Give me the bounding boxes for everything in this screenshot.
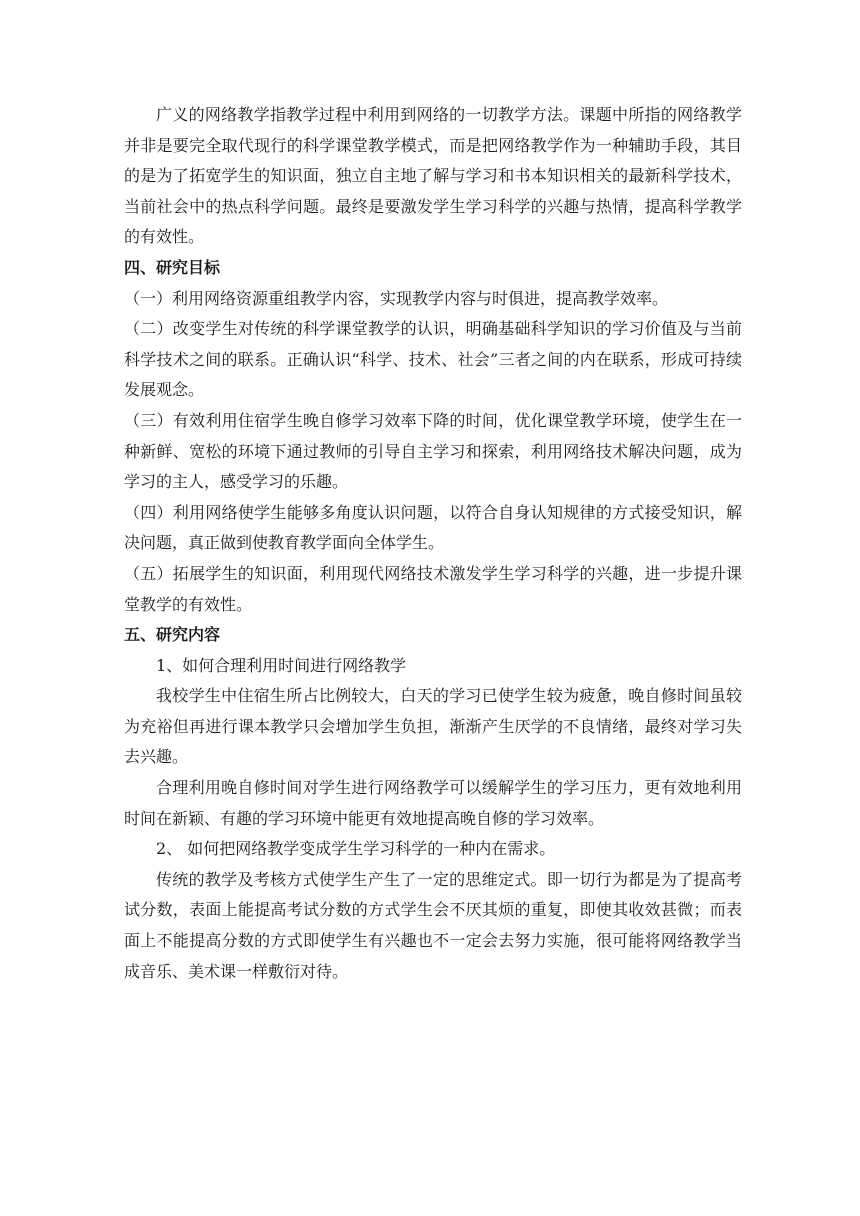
subsection-1-paragraph-2: 合理利用晚自修时间对学生进行网络教学可以缓解学生的学习压力，更有效地利用时间在新颖、有趣的学习环境中能更有效地提高晚自修的学习效率。 xyxy=(124,778,742,828)
subsection-1-paragraph-1: 我校学生中住宿生所占比例较大，白天的学习已使学生较为疲惫，晚自修时间虽较为充裕但再进行课本教学只会增加学生负担，渐渐产生厌学的不良情绪，最终对学习失去兴趣。 xyxy=(124,686,742,767)
goal-item-3: （三）有效利用住宿学生晚自修学习效率下降的时间，优化课堂教学环境，使学生在一种新鲜、宽松的环境下通过教师的引导自主学习和探索，利用网络技术解决问题，成为学习的主人，感受学习的乐趣。 xyxy=(124,410,742,492)
subsection-title-1: 1、如何合理利用时间进行网络教学 xyxy=(156,655,407,675)
subsection-title-2: 2、 如何把网络教学变成学生学习科学的一种内在需求。 xyxy=(156,839,556,859)
goal-item-4: （四）利用网络使学生能够多角度认识问题，以符合自身认知规律的方式接受知识，解决问题，真正做到使教育教学面向全体学生。 xyxy=(124,502,742,553)
goal-item-2: （二）改变学生对传统的科学课堂教学的认识，明确基础科学知识的学习价值及与当前科学技术之间的联系。正确认识“科学、技术、社会”三者之间的内在联系，形成可持续发展观念。 xyxy=(124,319,742,400)
subsection-2-paragraph-1: 传统的教学及考核方式使学生产生了一定的思维定式。即一切行为都是为了提高考试分数，表面上能提高考试分数的方式学生会不厌其烦的重复，即使其收效甚微；而表面上不能提高分数的方式即使学生有兴趣也不一定会去努力实施，很可能将网络教学当成音乐、美术课一样敷衍对待。 xyxy=(124,869,742,981)
section-heading-research-goals: 四、研究目标 xyxy=(124,257,221,277)
intro-paragraph: 广义的网络教学指教学过程中利用到网络的一切教学方法。课题中所指的网络教学并非是要完全取代现行的科学课堂教学模式，而是把网络教学作为一种辅助手段，其目的是为了拓宽学生的知识面，独立自主地了解与学习和书本知识相关的最新科学技术，当前社会中的热点科学问题。最终是要激发学生学习科学的兴趣与热情，提高科学教学的有效性。 xyxy=(124,105,742,247)
section-heading-research-content: 五、研究内容 xyxy=(124,625,221,645)
goal-item-5: （五）拓展学生的知识面，利用现代网络技术激发学生学习科学的兴趣，进一步提升课堂教学的有效性。 xyxy=(124,563,742,614)
goal-item-1: （一）利用网络资源重组教学内容，实现教学内容与时俱进，提高教学效率。 xyxy=(124,288,669,308)
document-body xyxy=(124,100,742,987)
